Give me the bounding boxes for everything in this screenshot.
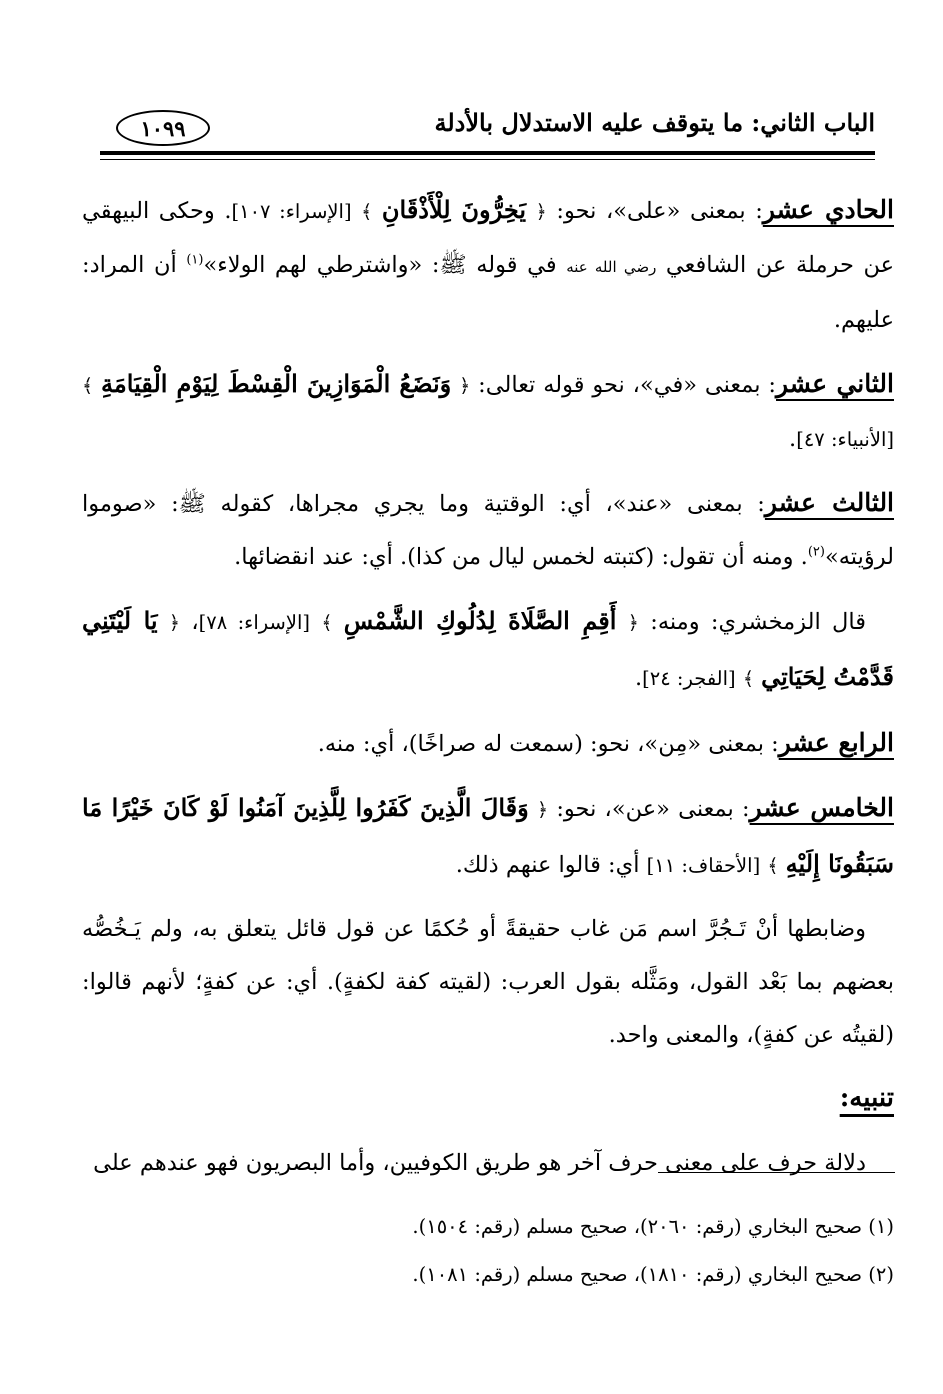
quran-bracket-open: ﴿	[168, 612, 181, 634]
quran-bracket-open: ﴿	[627, 612, 639, 634]
verse-citation: [الإسراء: ١٠٧]	[231, 200, 352, 223]
section-term: الثاني عشر	[776, 369, 894, 398]
footnote-1: (١) صحيح البخاري (رقم: ٢٠٦٠)، صحيح مسلم (رقم: ١٥٠٤).	[412, 1215, 894, 1238]
quran-bracket-open: ﴿	[536, 799, 549, 821]
footnote-ref: (٢)	[807, 544, 825, 560]
quran-bracket-open: ﴿	[459, 375, 471, 397]
quran-verse: أَقِمِ الصَّلَاةَ لِدُلُوكِ الشَّمْسِ	[343, 606, 617, 635]
paragraph-twelfth: الثاني عشر: بمعنى «في»، نحو قوله تعالى: ﴿ وَنَضَعُ الْمَوَازِينَ الْقِسْطَ لِيَوْمِ الْقِيَامَةِ ﴾ [الأنبياء: ٤٧].	[82, 369, 894, 452]
verse-citation: [الأنبياء: ٤٧]	[796, 428, 894, 451]
footnote-separator	[658, 1172, 895, 1173]
paragraph-notice: دلالة حرف على معنى حرف آخر هو طريق الكوفيين، وأما البصريون فهو عندهم على	[93, 1150, 866, 1176]
quran-verse: يَا لَيْتَنِي قَدَّمْتُ لِحَيَاتِي	[82, 606, 894, 691]
main-text	[82, 183, 894, 1190]
quran-bracket-close: ﴾	[361, 201, 373, 223]
page-number: ١٠٩٩	[116, 110, 210, 146]
quran-bracket-close: ﴾	[82, 375, 94, 397]
verse-citation: [الأحقاف: ١١]	[646, 854, 761, 877]
honorific: ﷺ	[439, 252, 467, 278]
paragraph-fifteenth: الخامس عشر: بمعنى «عن»، نحو: ﴿ وَقَالَ الَّذِينَ كَفَرُوا لِلَّذِينَ آمَنُوا لَوْ كَانَ خَيْرًا مَا سَبَقُونَا إِلَيْهِ ﴾ [الأحقاف: ١١] أي: قالوا عنهم ذلك.	[82, 793, 894, 878]
quran-bracket-open: ﴿	[535, 201, 547, 223]
quran-bracket-close: ﴾	[321, 612, 333, 634]
section-term: الرابع عشر	[778, 728, 894, 757]
footnote-ref: (١)	[186, 252, 204, 268]
footnotes	[82, 1203, 894, 1299]
verse-citation: [الإسراء: ٧٨]	[198, 611, 310, 634]
paragraph-fourteenth: الرابع عشر: بمعنى «مِن»، نحو: (سمعت له صراخًا)، أي: منه.	[317, 728, 894, 757]
quran-bracket-close: ﴾	[742, 668, 754, 690]
quran-verse: وَقَالَ الَّذِينَ كَفَرُوا لِلَّذِينَ آمَنُوا لَوْ كَانَ خَيْرًا مَا سَبَقُونَا إِلَيْهِ	[82, 793, 894, 878]
section-term: الخامس عشر	[749, 793, 894, 822]
chapter-title: الباب الثاني: ما يتوقف عليه الاستدلال بالأدلة	[434, 108, 875, 137]
honorific: رضي الله عنه	[566, 258, 657, 276]
paragraph-criterion: وضابطها أنْ تَـجُرَّ اسم مَن غاب حقيقةً أو حُكمًا عن قول قائل يتعلق به، ولم يَـخُصُّه بعضهم بما بَعْد القول، ومَثَّله بقول العرب: (لقيته كفة لكفةٍ). أي: عن كفةٍ؛ لأنهم قالوا: (لقيتُه عن كفةٍ)، والمعنى واحد.	[82, 916, 894, 1048]
paragraph-eleventh: الحادي عشر: بمعنى «على»، نحو: ﴿ يَخِرُّونَ لِلْأَذْقَانِ ﴾ [الإسراء: ١٠٧]. وحكى البيهقي عن حرملة عن الشافعي رضي الله عنه في قوله ﷺ: «واشترطي لهم الولاء»$^{(١)}$ أن المراد: عليهم.	[82, 195, 894, 333]
quran-bracket-close: ﴾	[767, 855, 779, 877]
header-rule-thick	[100, 151, 875, 155]
paragraph-zamakhshari: قال الزمخشري: ومنه: ﴿ أَقِمِ الصَّلَاةَ لِدُلُوكِ الشَّمْسِ ﴾ [الإسراء: ٧٨]، ﴿ يَا لَيْتَنِي قَدَّمْتُ لِحَيَاتِي ﴾ [الفجر: ٢٤].	[82, 606, 894, 691]
verse-citation: [الفجر: ٢٤]	[642, 667, 736, 690]
footnote-2: (٢) صحيح البخاري (رقم: ١٨١٠)، صحيح مسلم (رقم: ١٠٨١).	[412, 1263, 894, 1286]
header-rule-thin	[100, 159, 875, 160]
honorific: ﷺ	[178, 491, 206, 517]
quran-verse: يَخِرُّونَ لِلْأَذْقَانِ	[381, 195, 527, 224]
quran-verse: وَنَضَعُ الْمَوَازِينَ الْقِسْطَ لِيَوْمِ الْقِيَامَةِ	[101, 369, 452, 398]
section-term: الثالث عشر	[764, 488, 895, 517]
paragraph-thirteenth: الثالث عشر: بمعنى «عند»، أي: الوقتية وما يجري مجراها، كقوله ﷺ: «صوموا لرؤيته»$^{(٢)}$. ومنه أن تقول: (كتبته لخمس ليال من كذا). أي: عند انقضائها.	[82, 488, 895, 570]
section-term: الحادي عشر	[762, 195, 894, 224]
notice-heading: تنبيه:	[839, 1083, 894, 1113]
running-header	[100, 104, 875, 150]
